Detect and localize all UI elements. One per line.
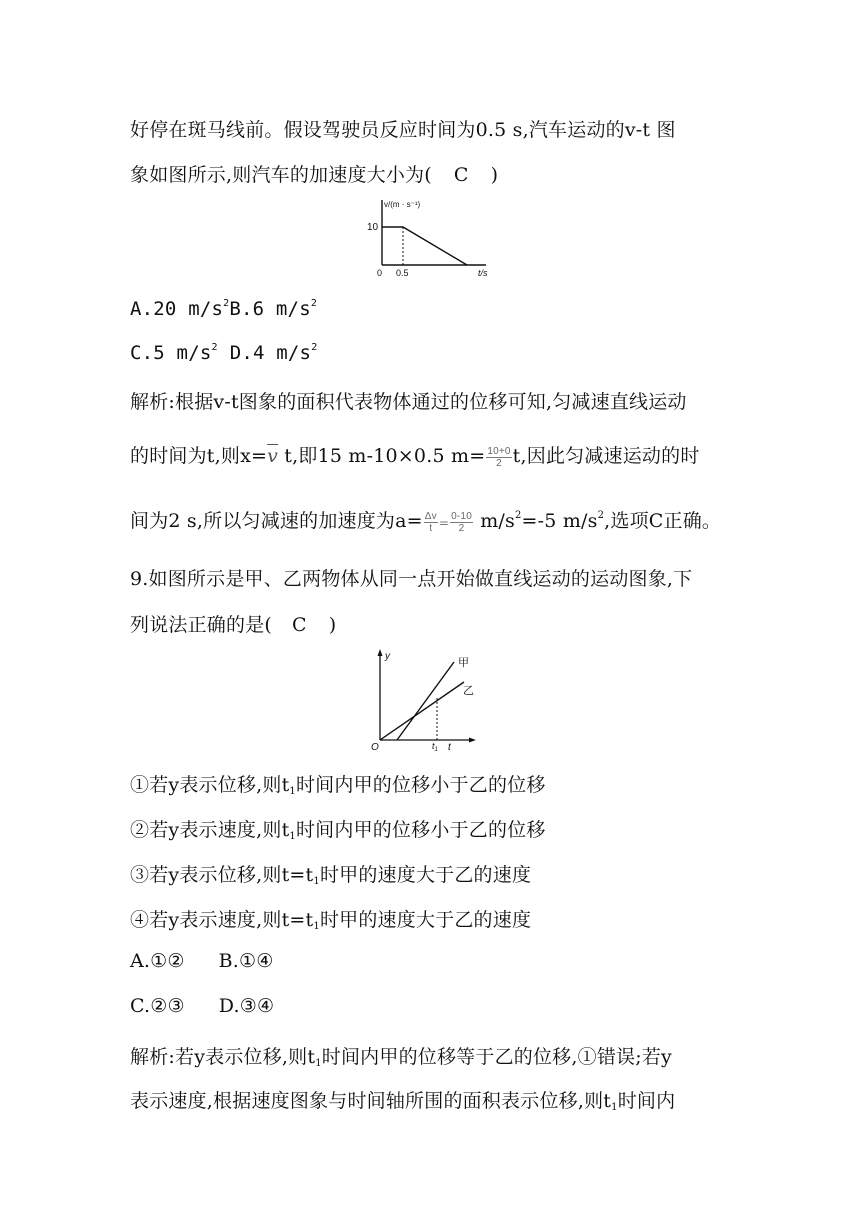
q9-stem-line1: 9.如图所示是甲、乙两物体从同一点开始做直线运动的运动图象,下	[130, 568, 693, 590]
q8-explanation-line2: 的时间为t,则$x=\overline{v}$ t,即15 m-10×0.5 m= $\frac{10+0}{2}$ t,因此匀减速运动的时	[130, 445, 700, 469]
q9-explanation-line2: 表示速度,根据速度图象与时间轴所围的面积表示位移,则$t_1$时间内	[130, 1090, 676, 1113]
fraction-0minus10-over-2: $\frac{0-10}{2}$	[451, 510, 472, 534]
q8-option-b[interactable]: B.6 $m/s^2$	[229, 298, 318, 320]
q8-option-a[interactable]: A.20 $m/s^2$	[130, 298, 230, 320]
q9-option-c[interactable]: C.②③	[130, 995, 185, 1017]
q9-option-a[interactable]: A.①②	[130, 950, 185, 972]
y-axis-label: v/(m · s⁻¹)	[384, 200, 421, 209]
q9-answer: C	[292, 614, 307, 636]
y-axis-label: y	[385, 651, 390, 662]
q9-option-b[interactable]: B.①④	[218, 950, 274, 972]
q8-stem-line2: 象如图所示,则汽车的加速度大小为( C )	[130, 164, 499, 186]
x-axis-label: t	[448, 742, 451, 752]
fraction-dv-over-t: $\frac{\Delta v}{t}$	[424, 510, 437, 534]
y-axis-arrow	[378, 649, 383, 656]
t1-label: $t_1$	[432, 741, 438, 752]
origin-label: O	[371, 742, 379, 752]
q8-vt-graph	[366, 196, 506, 278]
velocity-line	[382, 227, 467, 265]
q9-option-d[interactable]: D.③④	[218, 995, 275, 1017]
line-jia	[397, 662, 454, 740]
label-yi: 乙	[463, 685, 474, 697]
q8-options-row2	[130, 342, 317, 364]
q8-stem-line1: 好停在斑马线前。假设驾驶员反应时间为0.5 s,汽车运动的v-t 图	[130, 119, 676, 141]
x-axis-arrow	[469, 738, 476, 743]
x-axis-label: t/s	[478, 268, 488, 278]
q9-statement-2: ②若y表示速度,则$t_1$时间内甲的位移小于乙的位移	[130, 819, 546, 842]
q8-explanation-line3: 间为2 s,所以匀减速的加速度为a= $\frac{\Delta v}{t}$ = $\frac{0-10}{2}$ $m/s^2=-5$ $m/s^2$,选项C正确。	[130, 510, 722, 534]
q9-statement-4: ④若y表示速度,则$t=t_1$时甲的速度大于乙的速度	[130, 909, 532, 932]
y-tick-10: 10	[367, 222, 379, 233]
q9-options-row1	[130, 950, 274, 972]
q9-statement-1: ①若y表示位移,则$t_1$时间内甲的位移小于乙的位移	[130, 774, 546, 797]
q9-explanation-line1: 解析:若y表示位移,则$t_1$时间内甲的位移等于乙的位移,①错误;若y	[130, 1046, 672, 1069]
q8-options-row1	[130, 298, 317, 320]
q8-option-c[interactable]: C.5 $m/s^2$	[130, 342, 218, 364]
label-jia: 甲	[458, 657, 469, 669]
line-yi	[380, 682, 464, 740]
q9-stem-line2: 列说法正确的是( C )	[130, 614, 337, 636]
q8-explanation-line1: 解析:根据v-t图象的面积代表物体通过的位移可知,匀减速直线运动	[130, 391, 687, 413]
q8-answer: C	[453, 164, 469, 186]
origin-label: 0	[377, 268, 383, 278]
q9-statement-3: ③若y表示位移,则$t=t_1$时甲的速度大于乙的速度	[130, 864, 532, 887]
q8-option-d[interactable]: D.4 $m/s^2$	[229, 342, 318, 364]
x-tick-05: 0.5	[396, 268, 409, 278]
q9-motion-graph	[368, 646, 484, 752]
fraction-10plus0-over-2: $\frac{10+0}{2}$	[487, 445, 511, 469]
q9-options-row2	[130, 995, 274, 1017]
